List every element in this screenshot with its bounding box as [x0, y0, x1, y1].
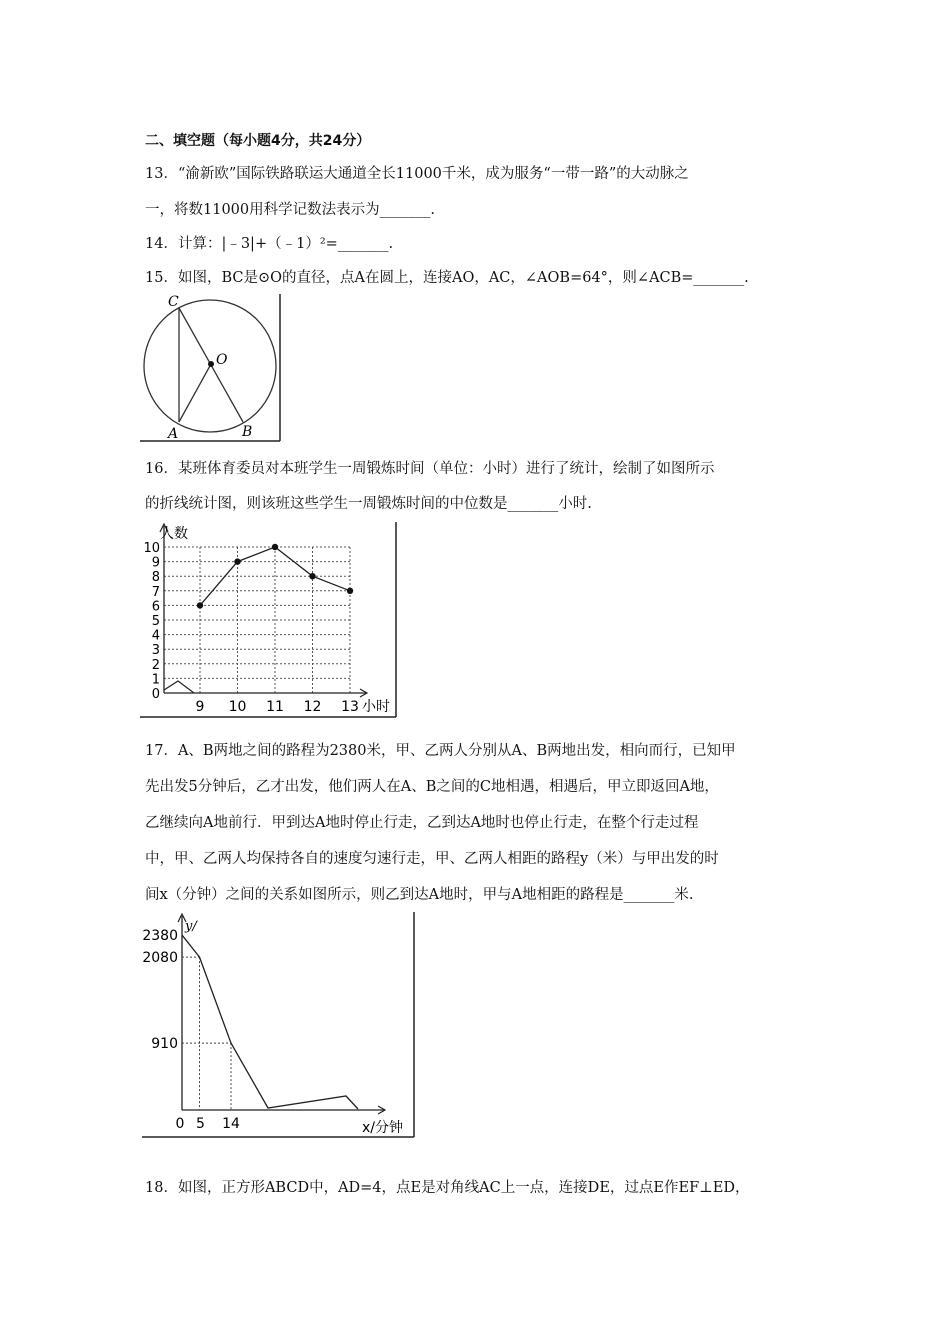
q17-line4: 中，甲、乙两人均保持各自的速度匀速行走，甲、乙两人相距的路程y（米）与甲出发的时	[145, 851, 719, 867]
label-c: C	[168, 294, 179, 310]
data-point	[309, 573, 315, 579]
q15-line1: 15．如图，BC是⊙O的直径，点A在圆上，连接AO，AC，∠AOB=64°，则∠ACB=_______.	[145, 270, 749, 286]
y-tick-label: 1	[151, 672, 160, 688]
x-tick-label: 13	[341, 699, 359, 715]
q17-line3: 乙继续向A地前行．甲到达A地时停止行走，乙到达A地时也停止行走，在整个行走过程	[145, 815, 699, 831]
axis-break-mark	[164, 681, 194, 693]
data-point	[234, 558, 240, 564]
data-point	[347, 588, 353, 594]
label-o: O	[216, 352, 228, 368]
y-axis-label: 人数	[160, 526, 188, 542]
y-tick-label: 2	[151, 657, 160, 673]
y-tick-label: 9	[151, 555, 160, 571]
x-axis-label: 小时	[362, 699, 390, 715]
q16-line1: 16．某班体育委员对本班学生一周锻炼时间（单位：小时）进行了统计，绘制了如图所示	[145, 461, 715, 477]
x-tick-label: 5	[196, 1116, 205, 1132]
q13-line1: 13．“渝新欧”国际铁路联运大通道全长11000千米，成为服务“一带一路”的大动脉之	[145, 166, 689, 182]
q16-line2: 的折线统计图，则该班这些学生一周锻炼时间的中位数是_______小时.	[145, 496, 592, 512]
data-point	[197, 602, 203, 608]
q14-line1: 14．计算：|﹣3|+（﹣1）²=_______.	[145, 236, 394, 252]
y-tick-label: 10	[143, 541, 160, 556]
series-line	[182, 935, 358, 1109]
x-tick-label: 9	[195, 699, 205, 715]
q17-line2: 先出发5分钟后，乙才出发，他们两人在A、B之间的C地相遇，相遇后，甲立即返回A地，	[145, 779, 719, 795]
y-tick-label: 8	[151, 570, 160, 586]
q13-line2: 一，将数11000用科学记数法表示为_______.	[145, 202, 435, 218]
y-tick-label: 6	[151, 599, 160, 615]
y-tick-label: 4	[151, 628, 160, 644]
q17-distance-chart	[138, 910, 418, 1142]
segment-ao	[179, 364, 211, 422]
label-a: A	[168, 426, 179, 442]
x-tick-label: 14	[222, 1116, 240, 1132]
y-axis-label: y/	[185, 919, 197, 934]
q17-line5: 间x（分钟）之间的关系如图所示，则乙到达A地时，甲与A地相距的路程是_______米.	[145, 887, 694, 903]
data-point	[272, 544, 278, 550]
q16-line-chart	[138, 520, 400, 720]
label-b: B	[242, 424, 253, 440]
q17-line1: 17．A、B两地之间的路程为2380米，甲、乙两人分别从A、B两地出发，相向而行，已知甲	[145, 743, 736, 759]
y-tick-label: 2080	[142, 950, 178, 967]
x-tick-label: 12	[303, 699, 322, 715]
q15-circle-figure	[138, 292, 284, 444]
x-tick-label: 10	[228, 699, 247, 715]
y-tick-label: 0	[151, 687, 160, 702]
x-tick-label: 0	[175, 1116, 185, 1132]
x-tick-label: 11	[266, 699, 284, 715]
q18-line1: 18．如图，正方形ABCD中，AD=4，点E是对角线AC上一点，连接DE，过点E作EF⊥ED，	[145, 1180, 750, 1196]
x-axis-label: x/分钟	[362, 1120, 404, 1136]
y-tick-label: 5	[151, 614, 160, 629]
y-tick-label: 7	[151, 584, 160, 600]
y-tick-label: 910	[151, 1036, 178, 1053]
y-tick-label: 2380	[142, 928, 178, 945]
section-title: 二、填空题（每小题4分，共24分）	[145, 133, 371, 149]
y-tick-label: 3	[151, 643, 160, 659]
center-point	[208, 361, 214, 367]
